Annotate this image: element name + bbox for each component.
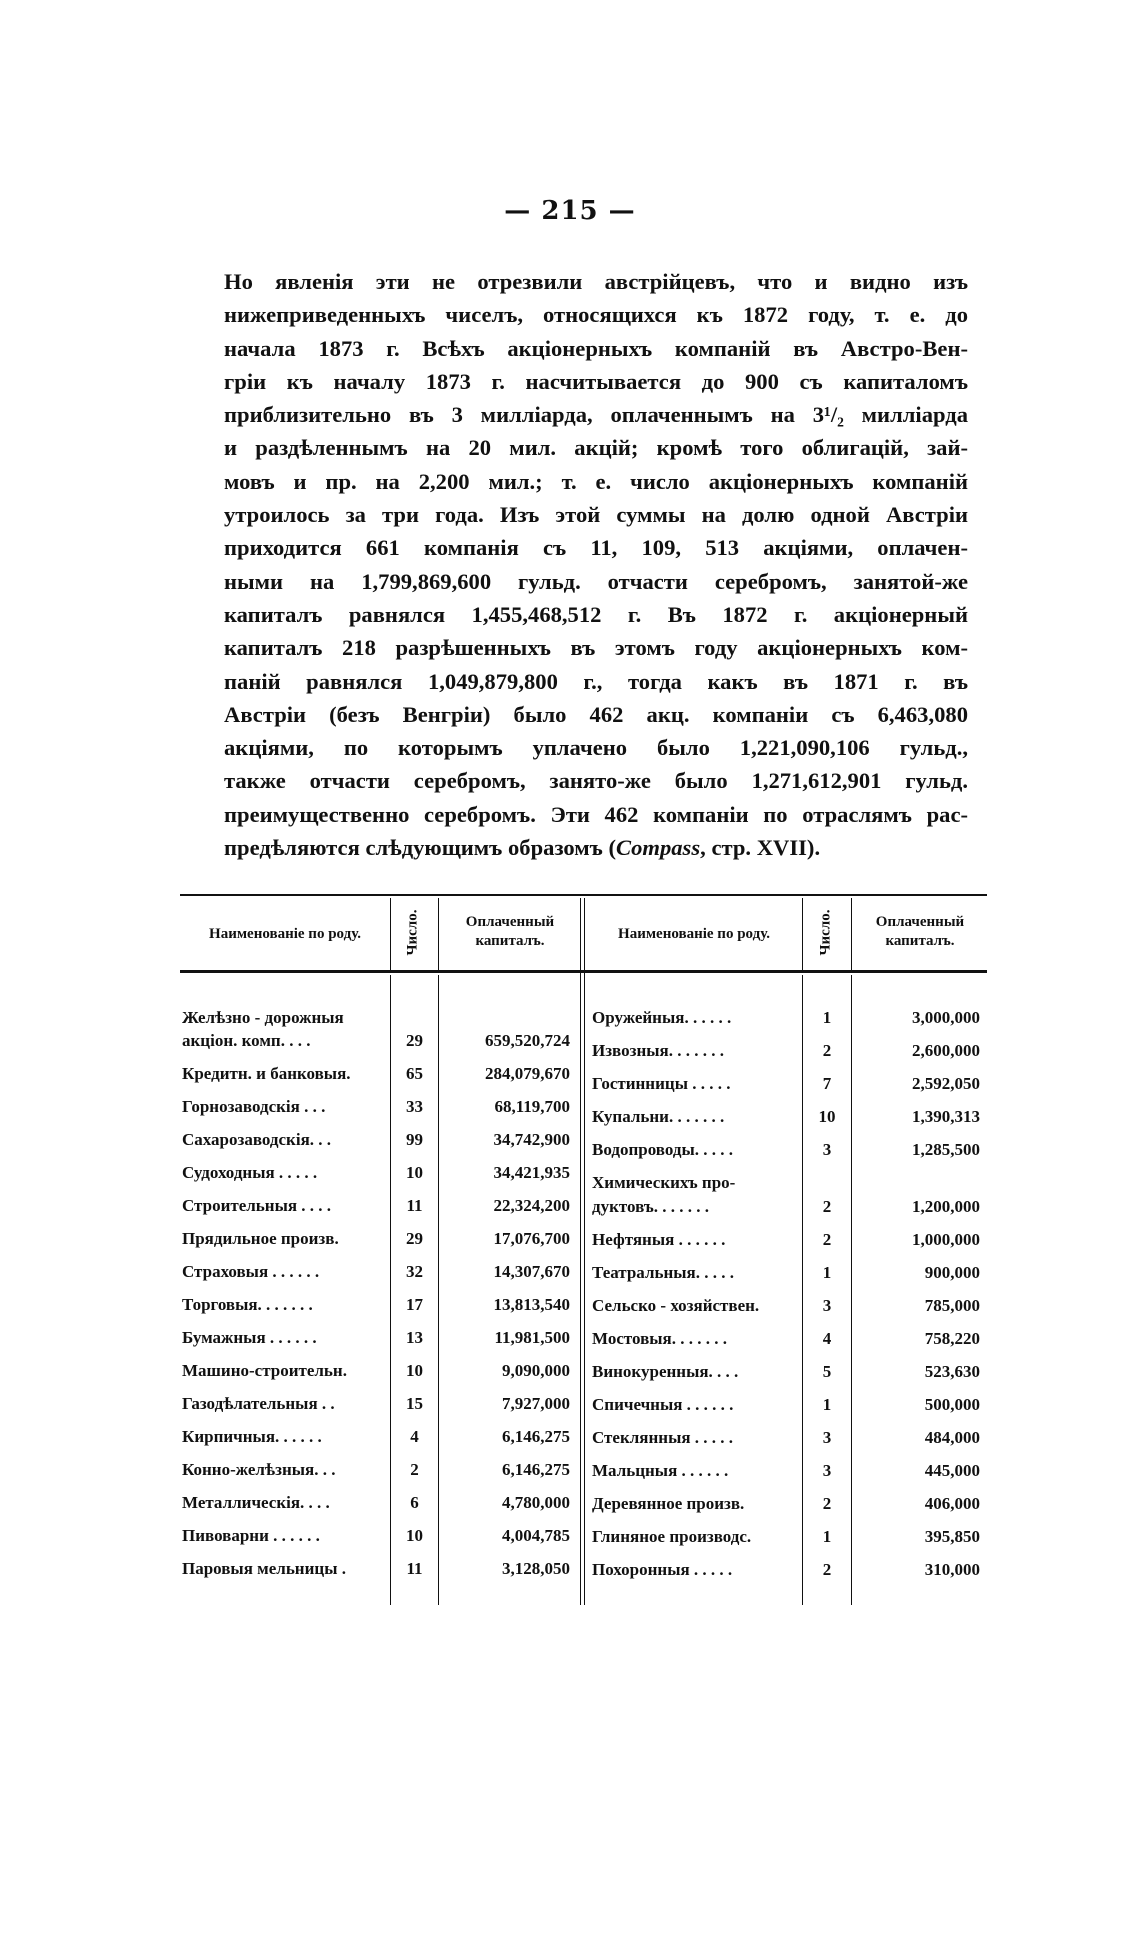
- row-name: Горнозаводскія . . .: [182, 1097, 326, 1116]
- row-capital: 13,813,540: [493, 1295, 570, 1314]
- compass-citation: Compass: [616, 835, 701, 861]
- header-capital-left: [440, 913, 580, 951]
- row-name: Глиняное производс.: [592, 1527, 752, 1546]
- row-count: 32: [406, 1262, 423, 1281]
- row-name: Винокуренныя. . . .: [592, 1362, 739, 1381]
- row-capital: 34,742,900: [493, 1130, 570, 1149]
- row-name: Купальни. . . . . . .: [592, 1107, 725, 1126]
- row-count: 6: [410, 1493, 419, 1512]
- header-capital-line2: капиталъ.: [885, 933, 955, 949]
- row-name: Извозныя. . . . . . .: [592, 1041, 724, 1060]
- paragraph-line: мовъ и пр. на 2,200 мил.; т. е. число акціонерныхъ компаній: [224, 468, 968, 494]
- row-count: 3: [822, 1461, 832, 1480]
- row-count: 29: [406, 1031, 423, 1050]
- row-count: 5: [822, 1362, 832, 1381]
- row-count: 10: [406, 1361, 423, 1380]
- header-count-left: Число.: [404, 909, 421, 956]
- row-name: Сахарозаводскія. . .: [182, 1130, 332, 1149]
- paragraph-line: ными на 1,799,869,600 гульд. отчасти серебромъ, занятой-же: [224, 568, 968, 594]
- paragraph-line: начала 1873 г. Всѣхъ акціонерныхъ компаній въ Австро-Вен-: [224, 335, 968, 361]
- row-count: 2: [822, 1197, 832, 1216]
- row-name: Деревянное произв.: [592, 1494, 745, 1513]
- page-number: — 215 —: [504, 196, 636, 226]
- paragraph-last-line: [224, 831, 968, 864]
- paragraph-line: капиталъ равнялся 1,455,468,512 г. Въ 1872 г. акціонерный: [224, 601, 968, 627]
- row-capital: 11,981,500: [494, 1328, 570, 1347]
- row-count: 2: [822, 1041, 832, 1060]
- row-name: дуктовъ. . . . . . .: [592, 1197, 710, 1216]
- row-name: Страховыя . . . . . .: [182, 1262, 320, 1281]
- paragraph-line: утроилось за три года. Изъ этой суммы на долю одной Австріи: [224, 502, 968, 528]
- row-capital: 406,000: [924, 1494, 980, 1513]
- row-count: 65: [406, 1064, 423, 1083]
- header-name-left: Наименованіе по роду.: [209, 926, 361, 942]
- row-name: Строительныя . . . .: [182, 1196, 332, 1215]
- row-count: 1: [822, 1263, 832, 1282]
- col-divider: [438, 975, 439, 1605]
- paragraph-line: Австріи (безъ Венгріи) было 462 акц. компаніи съ 6,463,080: [224, 701, 968, 727]
- row-name: Оружейныя. . . . . .: [592, 1008, 732, 1027]
- row-count: 7: [822, 1074, 832, 1093]
- row-capital: 900,000: [924, 1263, 980, 1282]
- row-capital: 3,000,000: [912, 1008, 980, 1027]
- row-name: Мальцныя . . . . . .: [592, 1461, 729, 1480]
- col-divider: [802, 898, 803, 970]
- row-name: Сельско - хозяйствен.: [592, 1296, 760, 1315]
- row-count: 13: [406, 1328, 423, 1347]
- header-name-right: Наименованіе по роду.: [618, 926, 770, 942]
- row-capital: 14,307,670: [493, 1262, 570, 1281]
- paragraph-line: акціями, по которымъ уплачено было 1,221,090,106 гульд.,: [224, 735, 968, 761]
- row-name: Стеклянныя . . . . .: [592, 1428, 734, 1447]
- row-capital: 2,592,050: [912, 1074, 980, 1093]
- body-paragraph: [224, 265, 968, 864]
- header-capital-line1: Оплаченный: [875, 914, 965, 930]
- row-count: 4: [822, 1329, 832, 1348]
- row-capital: 7,927,000: [502, 1394, 570, 1413]
- row-count: 2: [822, 1230, 832, 1249]
- row-count: 17: [406, 1295, 423, 1314]
- row-name: Водопроводы. . . . .: [592, 1140, 733, 1159]
- row-capital: 9,090,000: [502, 1361, 570, 1380]
- paragraph-line: приходится 661 компанія съ 11, 109, 513 акціями, оплачен-: [224, 535, 968, 561]
- row-name: Гостинницы . . . . .: [592, 1074, 731, 1093]
- row-count: 29: [406, 1229, 423, 1248]
- header-capital-right: [852, 913, 988, 951]
- row-count: 2: [822, 1560, 832, 1579]
- col-divider-double: [580, 898, 581, 1605]
- row-capital: 34,421,935: [493, 1163, 570, 1182]
- row-name: Нефтяныя . . . . . .: [592, 1230, 726, 1249]
- row-capital: 445,000: [924, 1461, 980, 1480]
- row-capital: 17,076,700: [493, 1229, 570, 1248]
- row-count: 3: [822, 1296, 832, 1315]
- row-name: Конно-желѣзныя. . .: [182, 1460, 336, 1479]
- row-count: 2: [822, 1494, 832, 1513]
- paragraph-line: гріи къ началу 1873 г. насчитывается до 900 съ капиталомъ: [224, 368, 968, 394]
- row-count: 10: [406, 1526, 423, 1545]
- header-count-right: Число.: [817, 909, 834, 956]
- row-capital: 500,000: [924, 1395, 980, 1414]
- row-name: Бумажныя . . . . . .: [182, 1328, 317, 1347]
- row-capital: 284,079,670: [485, 1064, 570, 1083]
- row-capital: 1,285,500: [912, 1140, 980, 1159]
- paragraph-line: капиталъ 218 разрѣшенныхъ въ этомъ году акціонерныхъ ком-: [224, 635, 968, 661]
- row-name: Спичечныя . . . . . .: [592, 1395, 734, 1414]
- row-capital: 310,000: [924, 1560, 980, 1579]
- row-capital: 22,324,200: [493, 1196, 570, 1215]
- row-capital: 6,146,275: [502, 1427, 570, 1446]
- row-count: 3: [822, 1428, 832, 1447]
- col-divider: [390, 898, 391, 970]
- col-divider: [438, 898, 439, 970]
- row-capital: 2,600,000: [912, 1041, 980, 1060]
- row-name: Машино-строительн.: [182, 1361, 347, 1380]
- row-capital: 785,000: [924, 1296, 980, 1315]
- row-capital: 659,520,724: [485, 1031, 570, 1050]
- header-capital-line2: капиталъ.: [475, 933, 545, 949]
- paragraph-line: преимущественно серебромъ. Эти 462 компаніи по отраслямъ рас-: [224, 801, 968, 827]
- row-capital: 484,000: [924, 1428, 980, 1447]
- row-capital: 1,390,313: [912, 1107, 980, 1126]
- row-name: Газодѣлательныя . .: [182, 1394, 335, 1413]
- row-name: Прядильное произв.: [182, 1229, 339, 1248]
- paragraph-line: паній равнялся 1,049,879,800 г., тогда какъ въ 1871 г. въ: [224, 668, 968, 694]
- row-capital: 758,220: [924, 1329, 980, 1348]
- header-capital-line1: Оплаченный: [465, 914, 555, 930]
- row-name: Похоронныя . . . . .: [592, 1560, 733, 1579]
- row-count: 1: [822, 1008, 832, 1027]
- row-capital: 6,146,275: [502, 1460, 570, 1479]
- row-name: Мостовыя. . . . . . .: [592, 1329, 727, 1348]
- row-capital: 1,000,000: [912, 1230, 980, 1249]
- row-name: Желѣзно - дорожныя: [182, 1008, 344, 1027]
- row-name: Кирпичныя. . . . . .: [182, 1427, 322, 1446]
- paragraph-line: приблизительно въ 3 милліарда, оплаченнымъ на 3¹/₂ милліарда: [224, 402, 968, 428]
- row-count: 11: [406, 1196, 423, 1215]
- col-divider-double: [584, 898, 585, 1605]
- paragraph-line: также отчасти серебромъ, занято-же было 1,271,612,901 гульд.: [224, 768, 968, 794]
- row-count: 15: [406, 1394, 423, 1413]
- table-top-rule: [180, 894, 987, 896]
- row-count: 33: [406, 1097, 423, 1116]
- row-count: 1: [822, 1395, 832, 1414]
- row-name: Торговыя. . . . . . .: [182, 1295, 313, 1314]
- row-count: 10: [406, 1163, 423, 1182]
- row-capital: 523,630: [924, 1362, 980, 1381]
- row-count: 1: [822, 1527, 832, 1546]
- row-name: Театральныя. . . . .: [592, 1263, 735, 1282]
- row-name: Химическихъ про-: [592, 1173, 736, 1192]
- row-capital: 4,780,000: [502, 1493, 570, 1512]
- row-count: 99: [406, 1130, 423, 1149]
- row-capital: 395,850: [924, 1527, 980, 1546]
- row-count: 11: [406, 1559, 423, 1578]
- row-capital: 3,128,050: [502, 1559, 570, 1578]
- row-capital: 68,119,700: [494, 1097, 570, 1116]
- row-name: акціон. комп. . . .: [182, 1031, 311, 1050]
- last-line-text: предѣляются слѣдующимъ образомъ (: [224, 835, 617, 861]
- row-name: Судоходныя . . . . .: [182, 1163, 318, 1182]
- row-count: 3: [822, 1140, 832, 1159]
- last-line-text-end: , стр. XVII).: [700, 835, 821, 861]
- row-count: 10: [818, 1107, 836, 1126]
- row-name: Пивоварни . . . . . .: [182, 1526, 320, 1545]
- row-name: Паровыя мельницы .: [182, 1559, 346, 1578]
- row-capital: 1,200,000: [912, 1197, 980, 1216]
- row-name: Металлическія. . . .: [182, 1493, 330, 1512]
- row-count: 4: [410, 1427, 419, 1446]
- row-count: 2: [410, 1460, 419, 1479]
- paragraph-line: Но явленія эти не отрезвили австрійцевъ, что и видно изъ: [224, 269, 968, 294]
- row-capital: 4,004,785: [502, 1526, 570, 1545]
- paragraph-line: и раздѣленнымъ на 20 мил. акцій; кромѣ того облигацій, зай-: [224, 435, 968, 461]
- row-name: Кредитн. и банковыя.: [182, 1064, 351, 1083]
- paragraph-line: нижеприведенныхъ чиселъ, относящихся къ 1872 году, т. е. до: [224, 302, 968, 328]
